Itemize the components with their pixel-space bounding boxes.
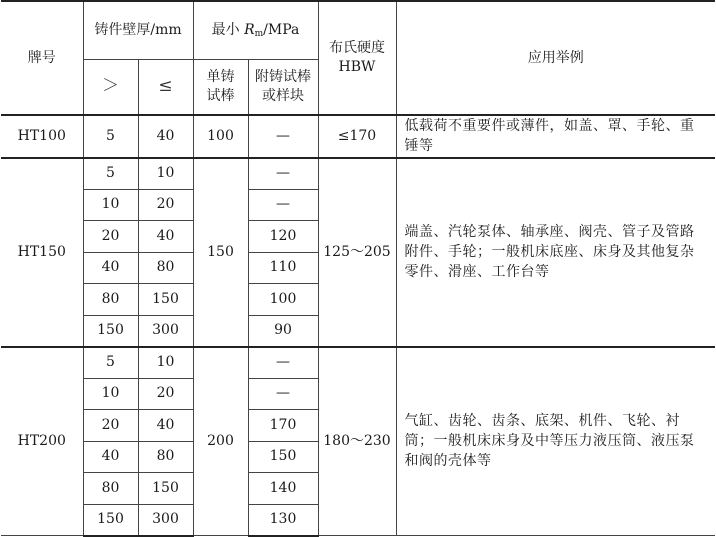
thickness-max-cell: 150 [138, 284, 193, 316]
thickness-min-cell: 40 [83, 252, 138, 284]
thickness-max-cell: 20 [138, 189, 193, 221]
grade-cell: HT200 [1, 347, 83, 536]
attached-bar-strength-cell: 120 [248, 221, 318, 253]
header-brinell-hardness: 布氏硬度 HBW [318, 1, 396, 115]
thickness-max-cell: 10 [138, 158, 193, 190]
hardness-cell: ≤170 [318, 115, 396, 158]
hardness-cell: 180～230 [318, 347, 396, 536]
cast-iron-grades-table [1, 0, 715, 537]
thickness-min-cell: 150 [83, 504, 138, 536]
attached-bar-strength-cell: 130 [248, 504, 318, 536]
thickness-max-cell: 300 [138, 504, 193, 536]
thickness-max-cell: 20 [138, 378, 193, 410]
thickness-min-cell: 10 [83, 189, 138, 221]
thickness-max-cell: 40 [138, 410, 193, 442]
grade-cell: HT100 [1, 115, 83, 158]
attached-bar-strength-cell: — [248, 347, 318, 379]
thickness-max-cell: 40 [138, 115, 193, 158]
attached-bar-strength-cell: — [248, 378, 318, 410]
table-row [1, 158, 715, 190]
thickness-min-cell: 20 [83, 410, 138, 442]
thickness-max-cell: 80 [138, 252, 193, 284]
single-bar-strength-cell: 150 [193, 158, 248, 347]
thickness-min-cell: 20 [83, 221, 138, 253]
attached-bar-strength-cell: — [248, 189, 318, 221]
attached-bar-strength-cell: 170 [248, 410, 318, 442]
attached-bar-strength-cell: — [248, 158, 318, 190]
header-single-cast-bar: 单铸 试棒 [193, 59, 248, 115]
thickness-min-cell: 5 [83, 115, 138, 158]
application-cell: 低载荷不重要件或薄件，如盖、罩、手轮、重锤等 [396, 115, 715, 158]
header-wall-thickness: 铸件壁厚/mm [83, 1, 193, 59]
thickness-min-cell: 5 [83, 347, 138, 379]
thickness-max-cell: 150 [138, 473, 193, 505]
header-grade: 牌号 [1, 1, 83, 115]
application-cell: 气缸、齿轮、齿条、底架、机件、飞轮、衬筒；一般机床床身及中等压力液压筒、液压泵和阀的壳体等 [396, 347, 715, 536]
table-row [1, 347, 715, 379]
attached-bar-strength-cell: 140 [248, 473, 318, 505]
attached-bar-strength-cell: 150 [248, 441, 318, 473]
thickness-min-cell: 80 [83, 284, 138, 316]
attached-bar-strength-cell: 100 [248, 284, 318, 316]
thickness-min-cell: 150 [83, 315, 138, 347]
hardness-cell: 125～205 [318, 158, 396, 347]
header-attached-cast-bar: 附铸试棒 或样块 [248, 59, 318, 115]
thickness-min-cell: 5 [83, 158, 138, 190]
thickness-min-cell: 80 [83, 473, 138, 505]
thickness-min-cell: 10 [83, 378, 138, 410]
header-min-tensile-strength: 最小 $R_m$/MPa [193, 1, 318, 59]
thickness-min-cell: 40 [83, 441, 138, 473]
header-greater-than: ＞ [83, 59, 138, 115]
thickness-max-cell: 40 [138, 221, 193, 253]
header-less-equal: ≤ [138, 59, 193, 115]
thickness-max-cell: 80 [138, 441, 193, 473]
attached-bar-strength-cell: 110 [248, 252, 318, 284]
application-cell: 端盖、汽轮泵体、轴承座、阀壳、管子及管路附件、手轮；一般机床底座、床身及其他复杂零件、滑座、工作台等 [396, 158, 715, 347]
attached-bar-strength-cell: 90 [248, 315, 318, 347]
table-row [1, 115, 715, 158]
grade-cell: HT150 [1, 158, 83, 347]
single-bar-strength-cell: 100 [193, 115, 248, 158]
thickness-max-cell: 300 [138, 315, 193, 347]
attached-bar-strength-cell: — [248, 115, 318, 158]
single-bar-strength-cell: 200 [193, 347, 248, 536]
thickness-max-cell: 10 [138, 347, 193, 379]
header-application: 应用举例 [396, 1, 715, 115]
